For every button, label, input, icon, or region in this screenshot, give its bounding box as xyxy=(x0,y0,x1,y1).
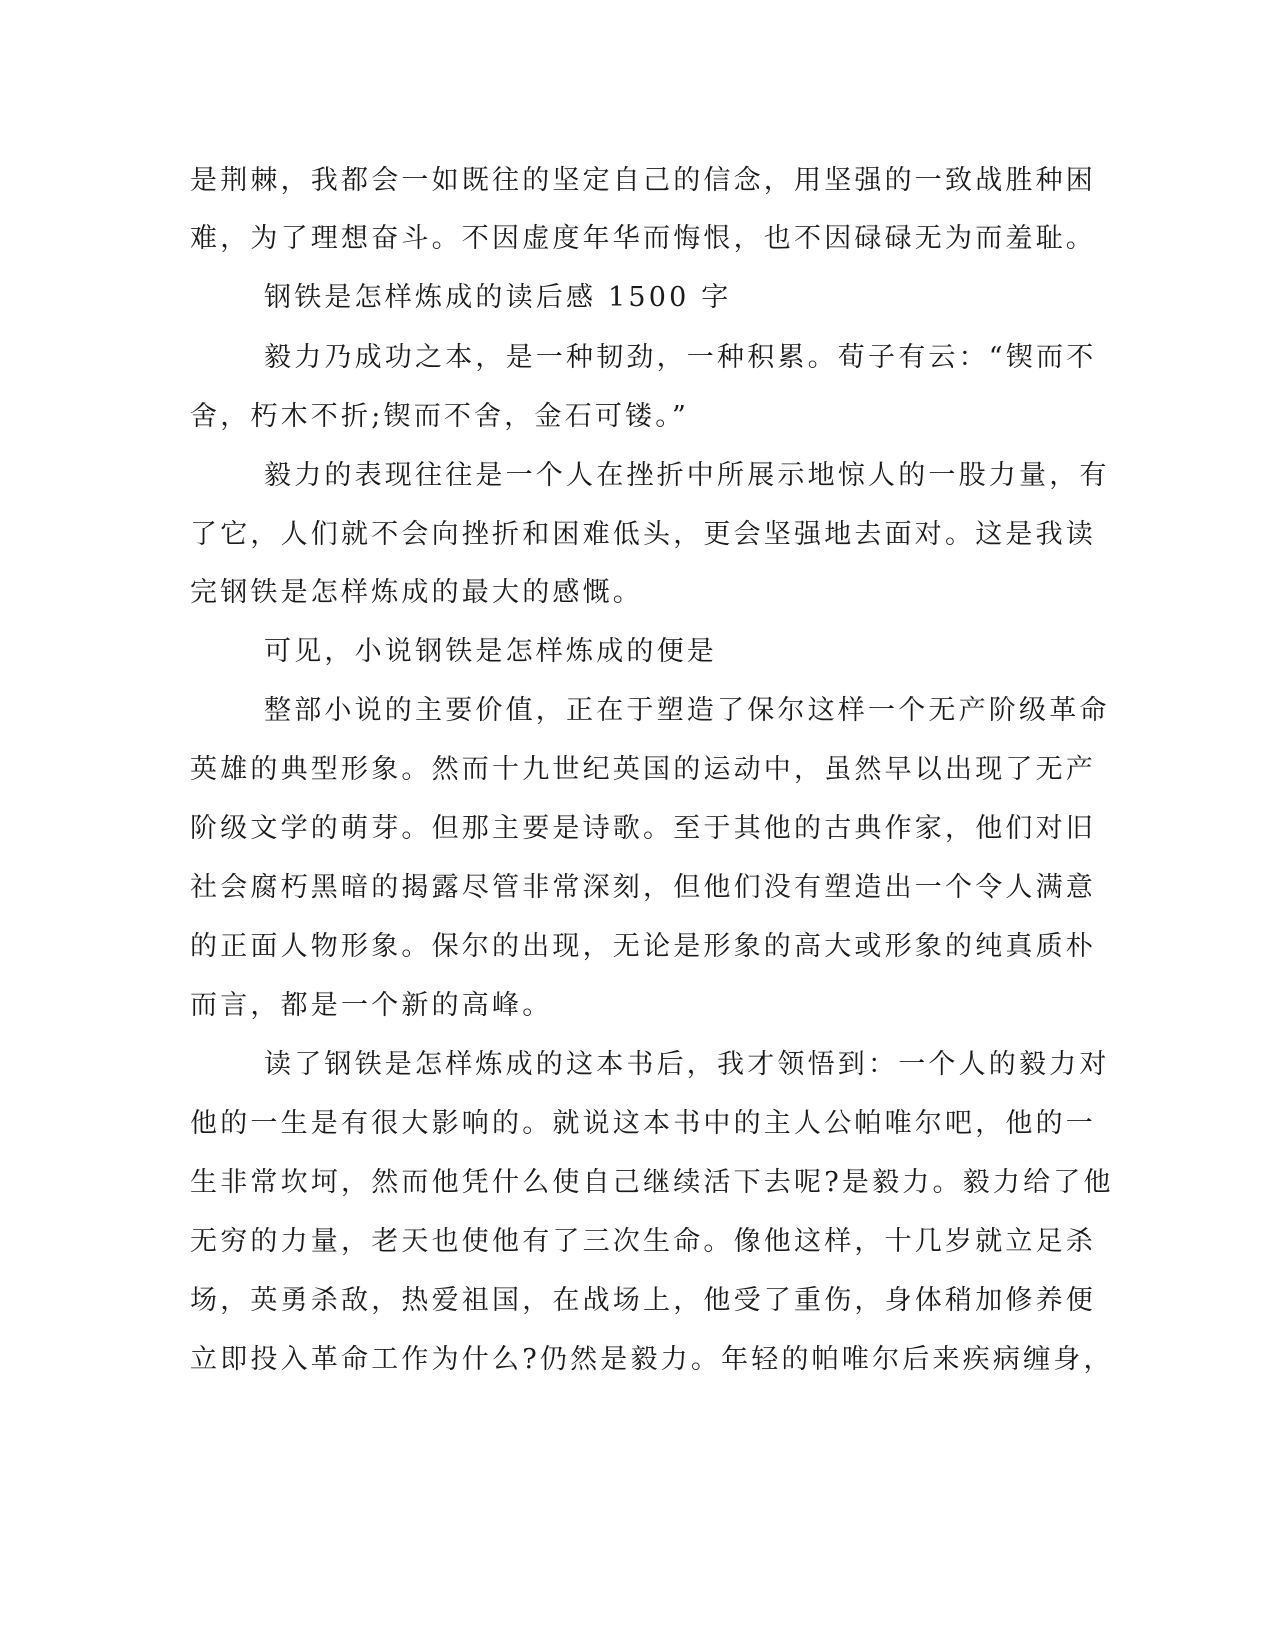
paragraph-start: 读了钢铁是怎样炼成的这本书后，我才领悟到：一个人的毅力对 xyxy=(264,1049,1110,1080)
paragraph-start: 毅力的表现往往是一个人在挫折中所展示地惊人的一股力量，有 xyxy=(264,460,1110,491)
paragraph-start: 可见，小说钢铁是怎样炼成的便是 xyxy=(264,636,717,667)
text-line: 英雄的典型形象。然而十九世纪英国的运动中，虽然早以出现了无产 xyxy=(190,754,1096,785)
text-line: 生非常坎坷，然而他凭什么使自己继续活下去呢?是毅力。毅力给了他 xyxy=(190,1167,1114,1198)
text-line: 而言，都是一个新的高峰。 xyxy=(190,990,553,1021)
text-line: 他的一生是有很大影响的。就说这本书中的主人公帕唯尔吧，他的一 xyxy=(190,1108,1096,1139)
text-line: 舍，朽木不折;锲而不舍，金石可镂。” xyxy=(190,401,689,432)
paragraph-start: 毅力乃成功之本，是一种韧劲，一种积累。荀子有云：“锲而不 xyxy=(264,342,1097,373)
paragraph-start: 整部小说的主要价值，正在于塑造了保尔这样一个无产阶级革命 xyxy=(264,695,1110,726)
text-line: 无穷的力量，老天也使他有了三次生命。像他这样，十几岁就立足杀 xyxy=(190,1226,1096,1257)
text-line: 阶级文学的萌芽。但那主要是诗歌。至于其他的古典作家，他们对旧 xyxy=(190,813,1096,844)
text-line: 了它，人们就不会向挫折和困难低头，更会坚强地去面对。这是我读 xyxy=(190,519,1096,550)
text-line: 的正面人物形象。保尔的出现，无论是形象的高大或形象的纯真质朴 xyxy=(190,931,1096,962)
text-line: 完钢铁是怎样炼成的最大的感慨。 xyxy=(190,577,643,608)
text-line: 是荆棘，我都会一如既往的坚定自己的信念，用坚强的一致战胜种困 xyxy=(190,165,1096,196)
text-line: 场，英勇杀敌，热爱祖国，在战场上，他受了重伤，身体稍加修养便 xyxy=(190,1285,1096,1316)
text-line: 难，为了理想奋斗。不因虚度年华而悔恨，也不因碌碌无为而羞耻。 xyxy=(190,223,1096,254)
section-heading: 钢铁是怎样炼成的读后感 1500 字 xyxy=(264,282,732,313)
text-line: 社会腐朽黑暗的揭露尽管非常深刻，但他们没有塑造出一个令人满意 xyxy=(190,872,1096,903)
text-line: 立即投入革命工作为什么?仍然是毅力。年轻的帕唯尔后来疾病缠身， xyxy=(190,1344,1114,1375)
